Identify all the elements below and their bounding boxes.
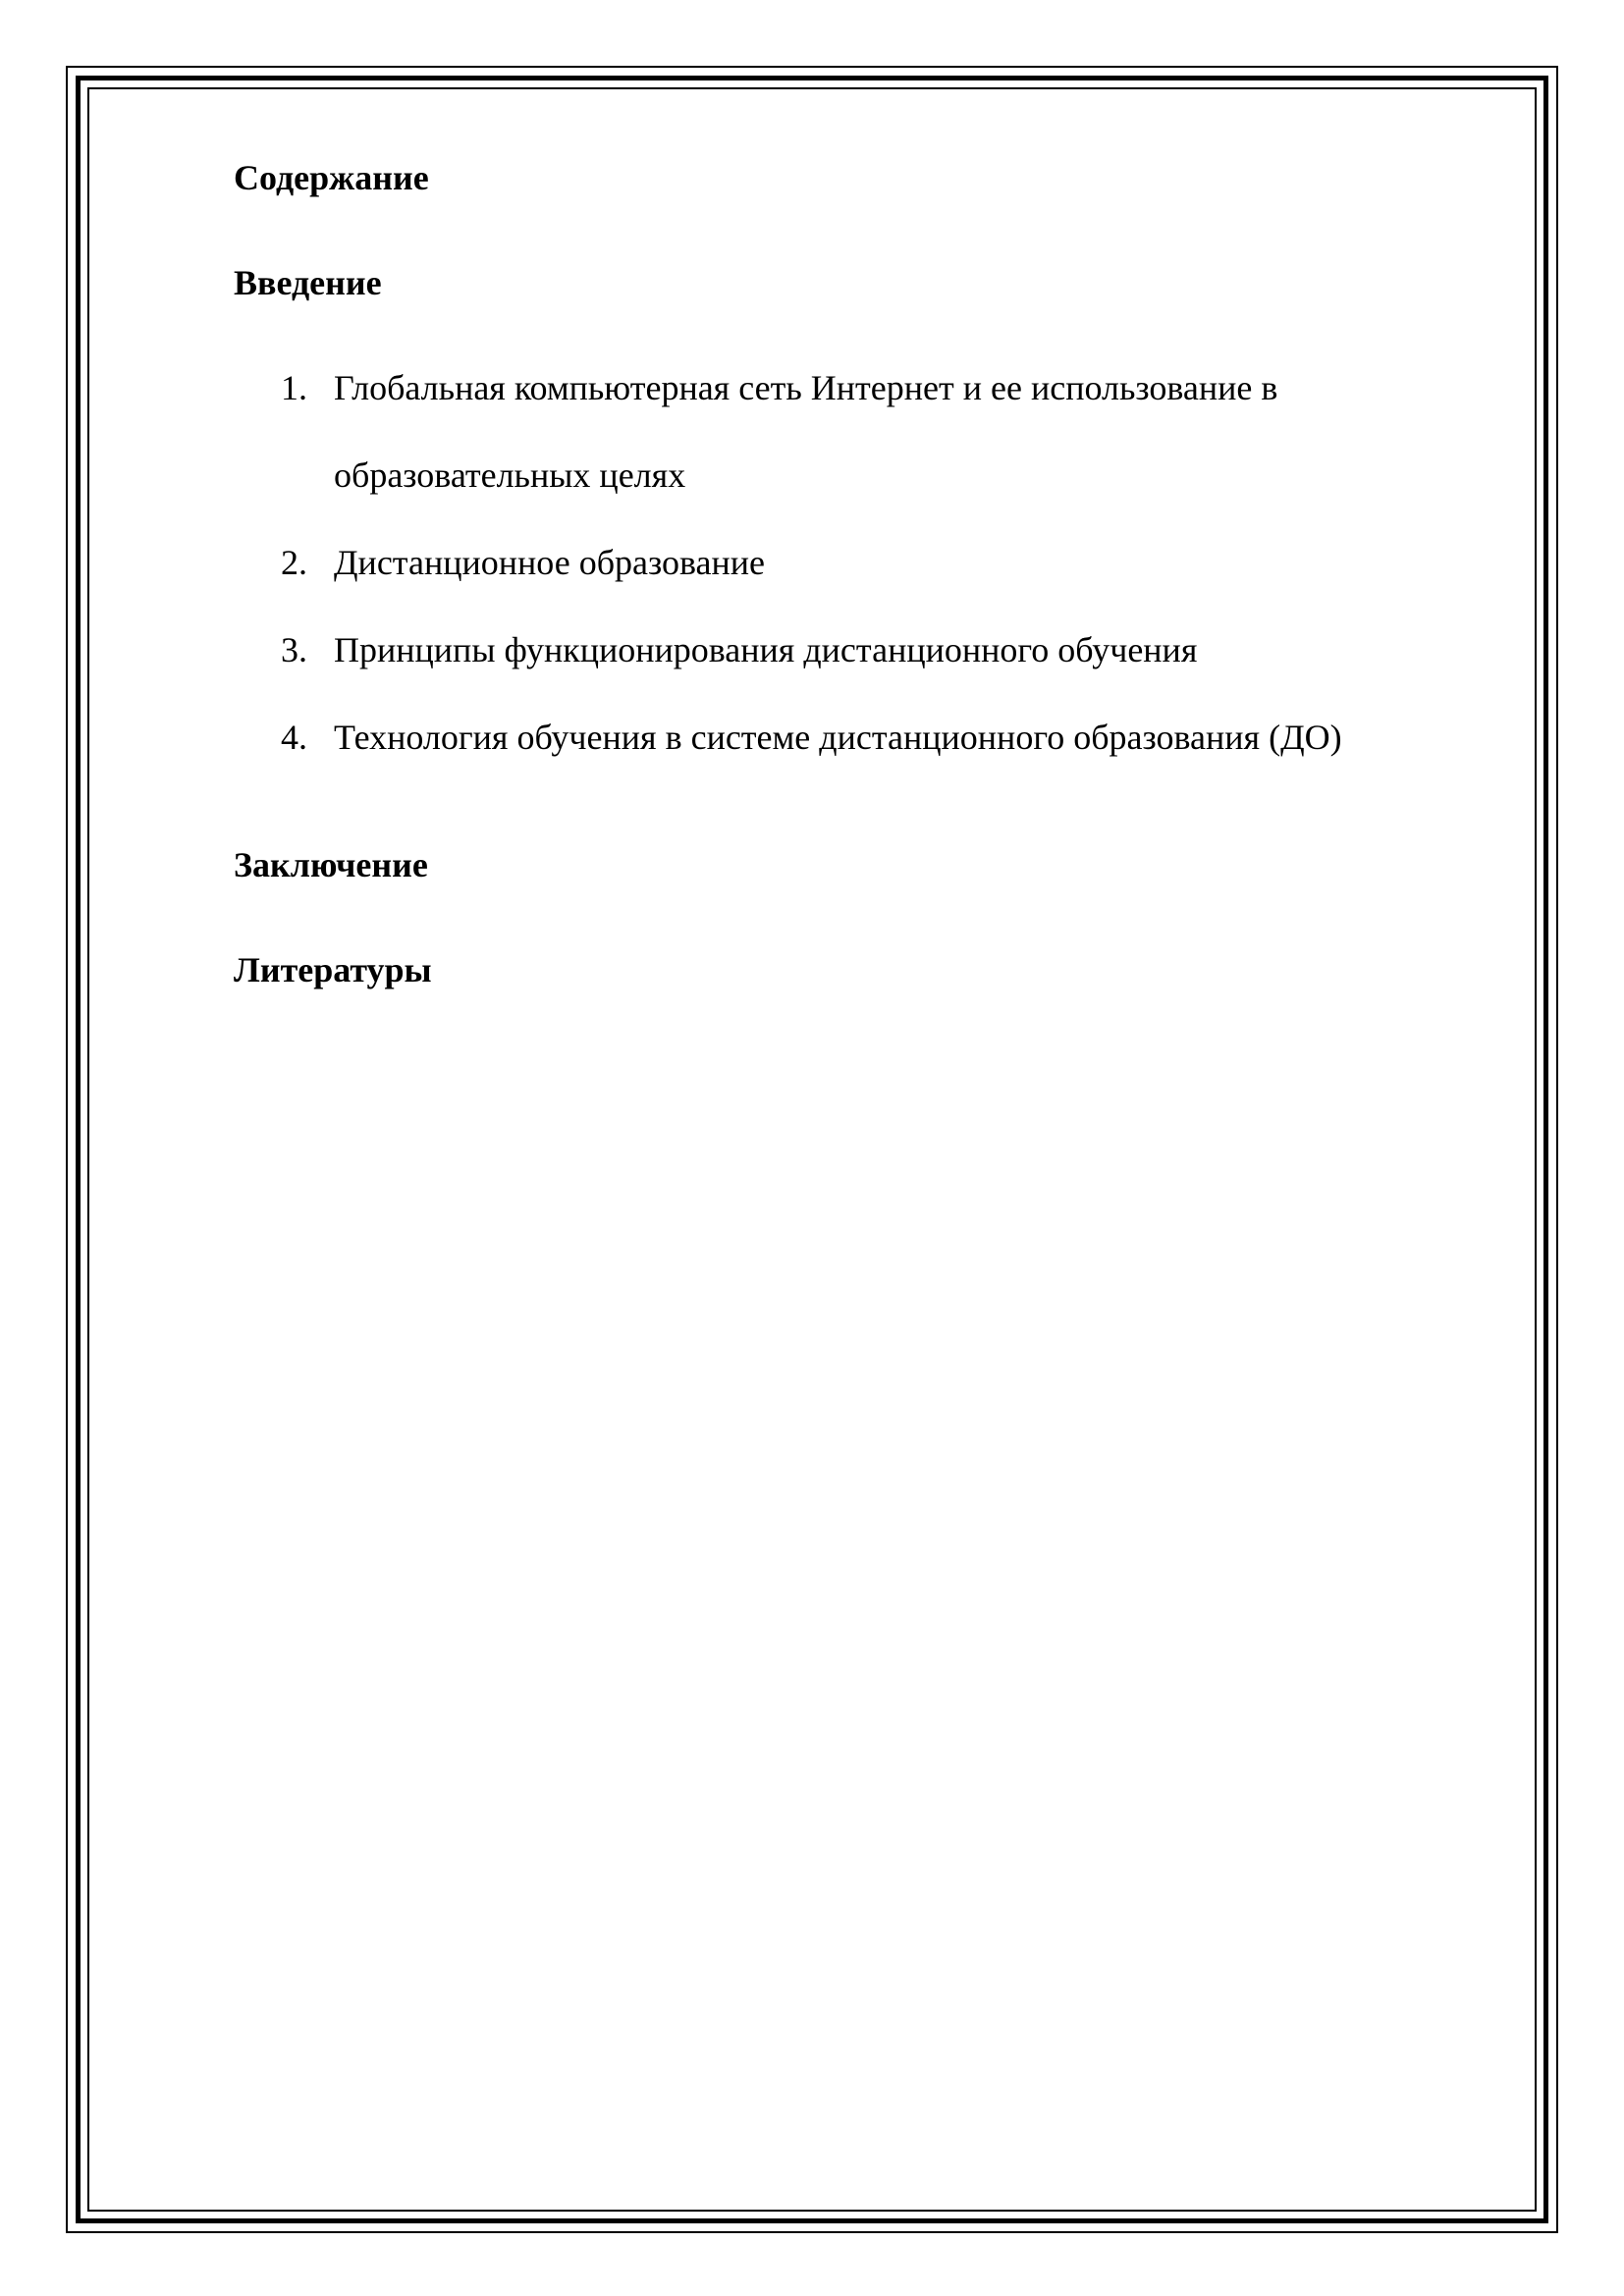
toc-references: Литературы [234, 950, 432, 989]
toc-conclusion: Заключение [234, 845, 428, 884]
toc-item-1 [281, 366, 1277, 409]
toc-title: Содержание [234, 158, 429, 197]
toc-item-text: Глобальная компьютерная сеть Интернет и ее использование в [334, 368, 1278, 407]
toc-item-text: Принципы функционирования дистанционного обучения [334, 630, 1198, 669]
toc-item-number: 4. [281, 718, 307, 757]
toc-item-4 [281, 716, 1342, 759]
toc-introduction: Введение [234, 263, 382, 302]
toc-item-1-continuation: образовательных целях [334, 455, 686, 495]
toc-item-text: Дистанционное образование [334, 543, 766, 582]
toc-item-number: 1. [281, 368, 307, 407]
toc-item-number: 2. [281, 543, 307, 582]
toc-item-2 [281, 541, 765, 584]
toc-item-text: Технология обучения в системе дистанционного образования (ДО) [334, 718, 1342, 757]
toc-item-number: 3. [281, 630, 307, 669]
toc-item-3 [281, 628, 1197, 671]
